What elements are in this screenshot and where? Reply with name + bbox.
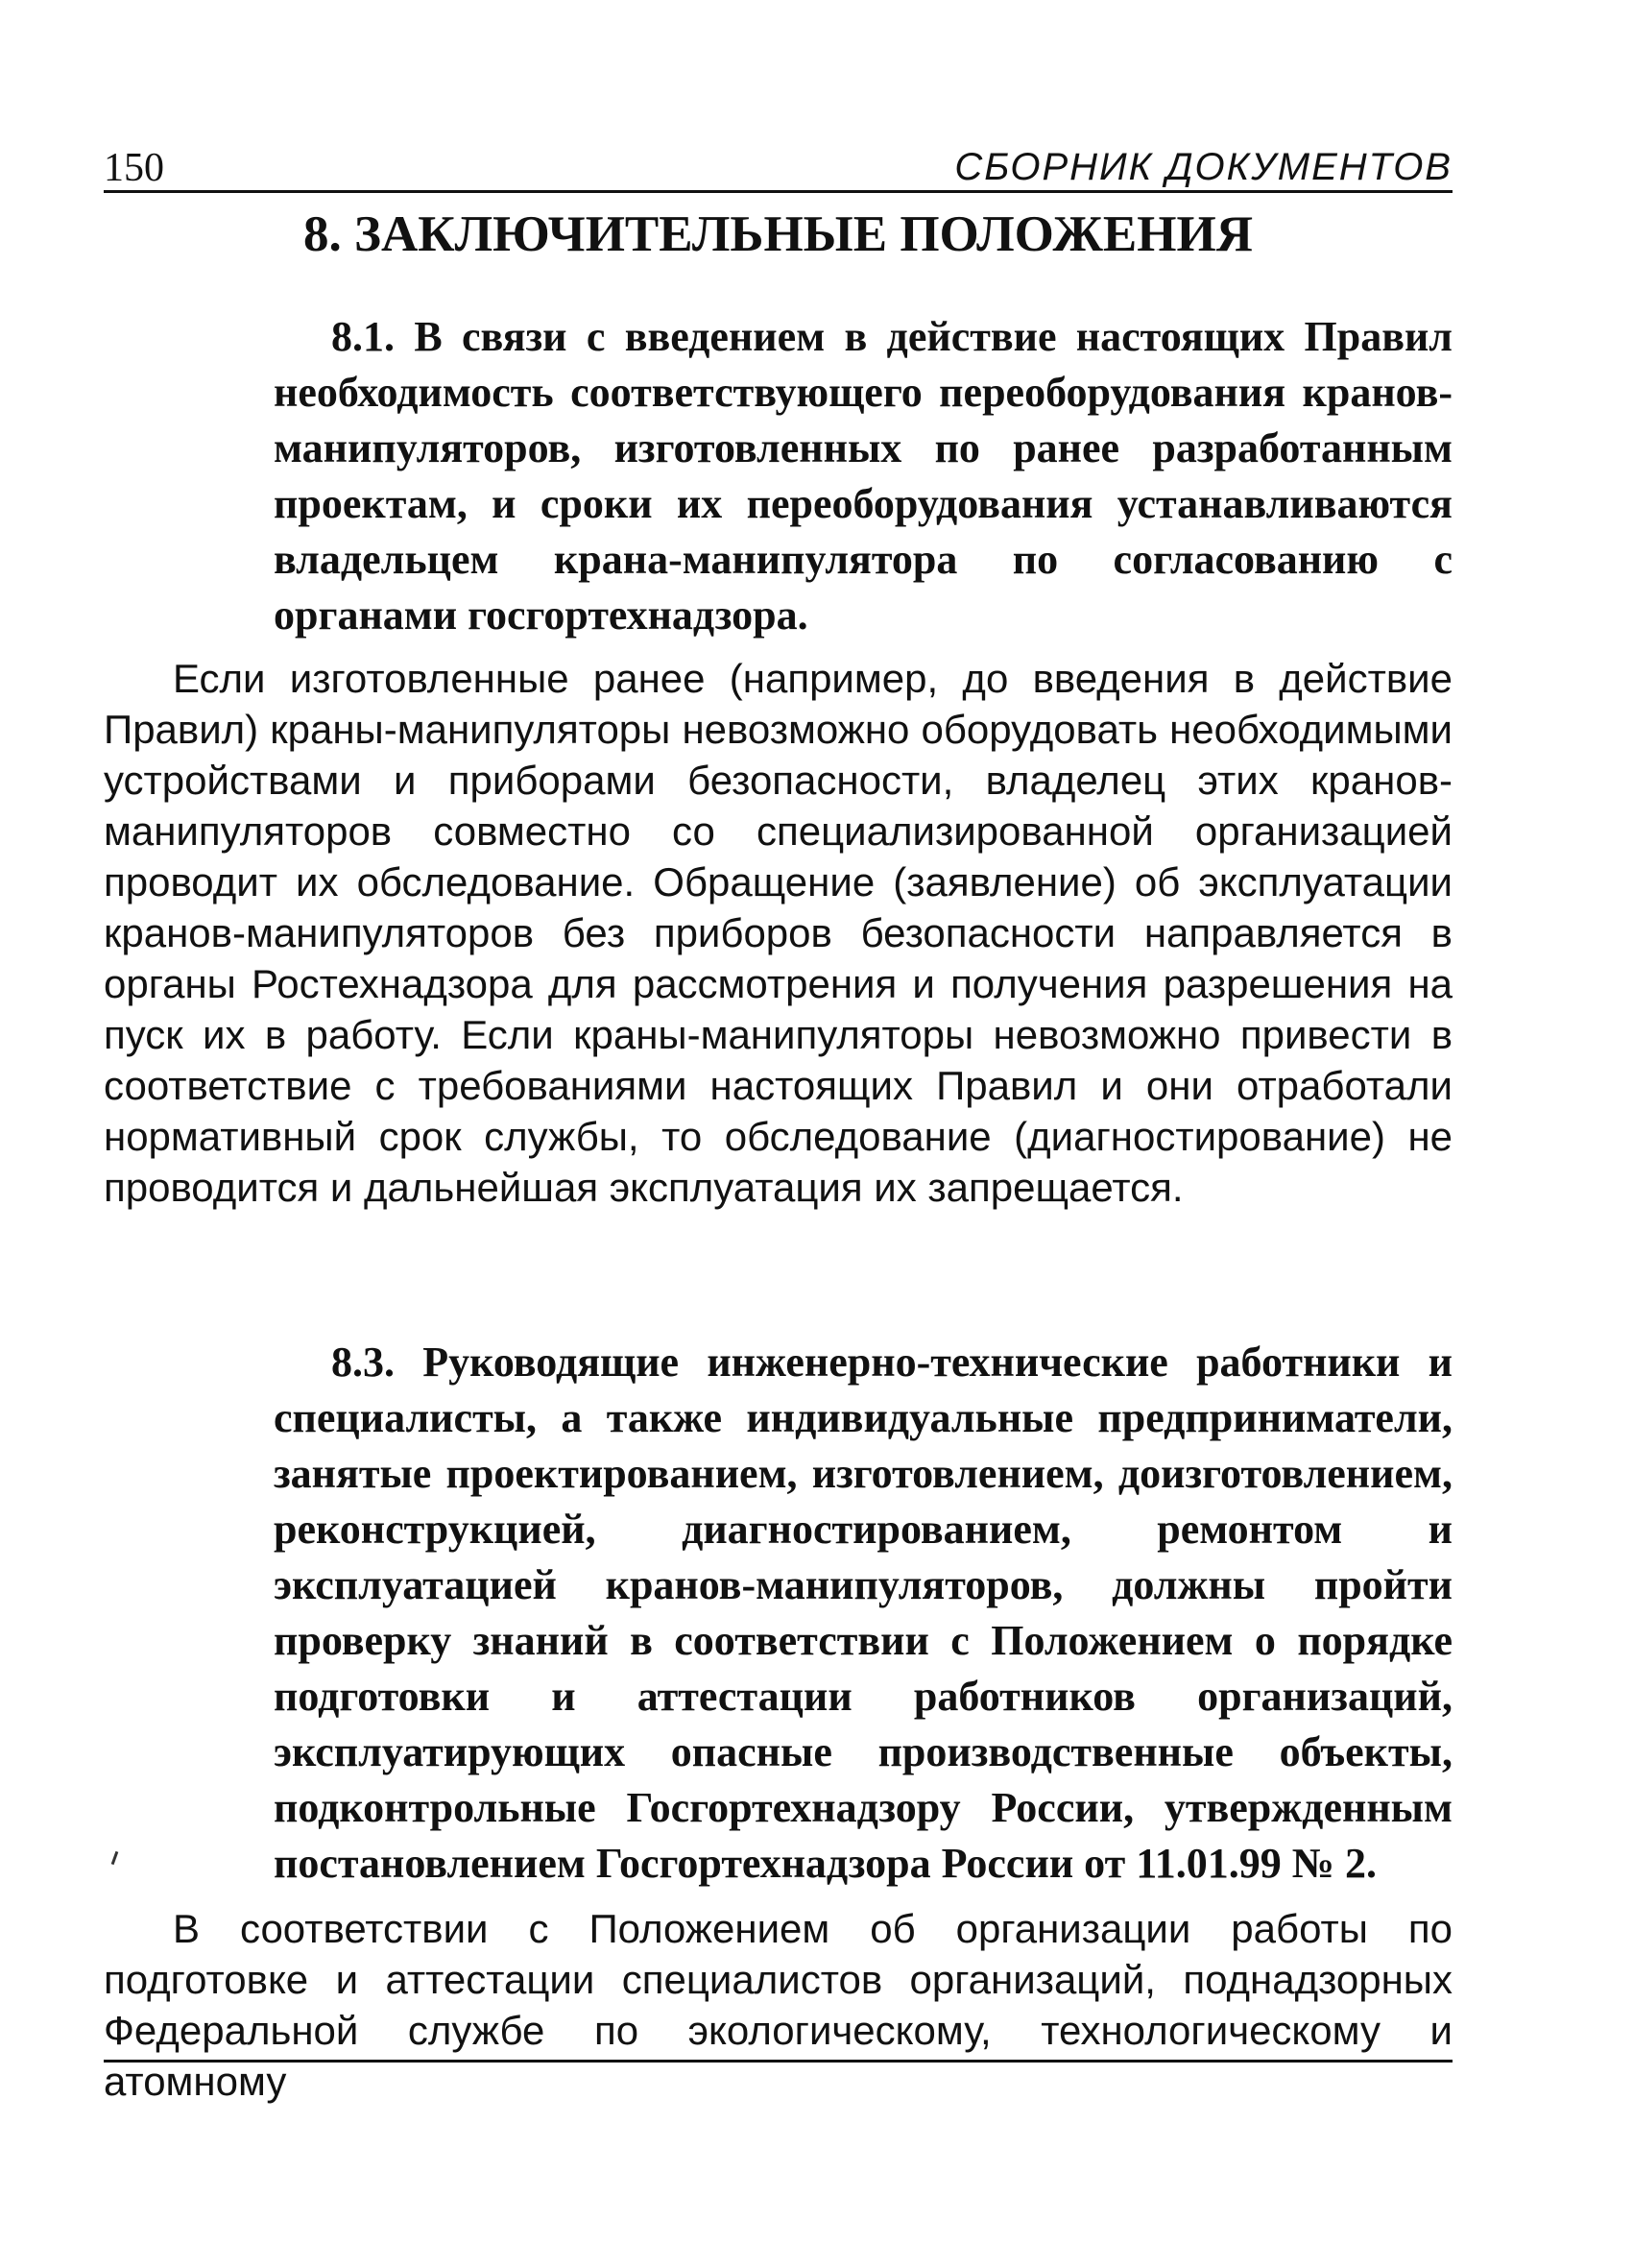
section-heading: 8. ЗАКЛЮЧИТЕЛЬНЫЕ ПОЛОЖЕНИЯ (302, 206, 1254, 262)
commentary-paragraph-2: В соответствии с Положением об организации работы по подготовке и аттестации специалистов организаций, поднадзорных Федеральной службе по экологическому, технологическому и атомному (104, 1906, 1453, 2104)
clause-8-3: 8.3. Руководящие инженерно-технические работники и специалисты, а также индивидуальные предприниматели, занятые проектированием, изготовлением, доизготовлением, реконструкцией, диагностированием, ремонтом и эксплуатацией кранов-манипуляторов, должны пройти проверку знаний в соответствии с Положением о порядке подготовки и аттестации работников организаций, эксплуатирующих опасные производственные объекты, подконтрольные Госгортехнадзору России, утвержденным постановлением Госгортехнадзора России от 11.01.99 № 2. (274, 1339, 1453, 1887)
footer-rule (104, 2060, 1453, 2063)
clause-8-1: 8.1. В связи с введением в действие настоящих Правил необходимость соответствующего переоборудования кранов-манипуляторов, изготовленных по ранее разработанным проектам, и сроки их переоборудования устанавливаются владельцем крана-манипулятора по согласованию с органами госгортехнадзора. (274, 313, 1453, 639)
page-header (104, 136, 1453, 193)
running-title: СБОРНИК ДОКУМЕНТОВ (954, 146, 1453, 188)
scan-mark (111, 1851, 119, 1865)
page-number: 150 (104, 146, 164, 190)
commentary-paragraph-1: Если изготовленные ранее (например, до введения в действие Правил) краны-манипуляторы невозможно оборудовать необходимыми устройствами и приборами безопасности, владелец этих кранов-манипуляторов совместно со специализированной организацией проводит их обследование. Обращение (заявление) об эксплуатации кранов-манипуляторов без приборов безопасности направляется в органы Ростехнадзора для рассмотрения и получения разрешения на пуск их в работу. Если краны-манипуляторы невозможно привести в соответствие с требованиями настоящих Правил и они отработали нормативный срок службы, то обследование (диагностирование) не проводится и дальнейшая эксплуатация их запрещается. (104, 656, 1453, 1210)
